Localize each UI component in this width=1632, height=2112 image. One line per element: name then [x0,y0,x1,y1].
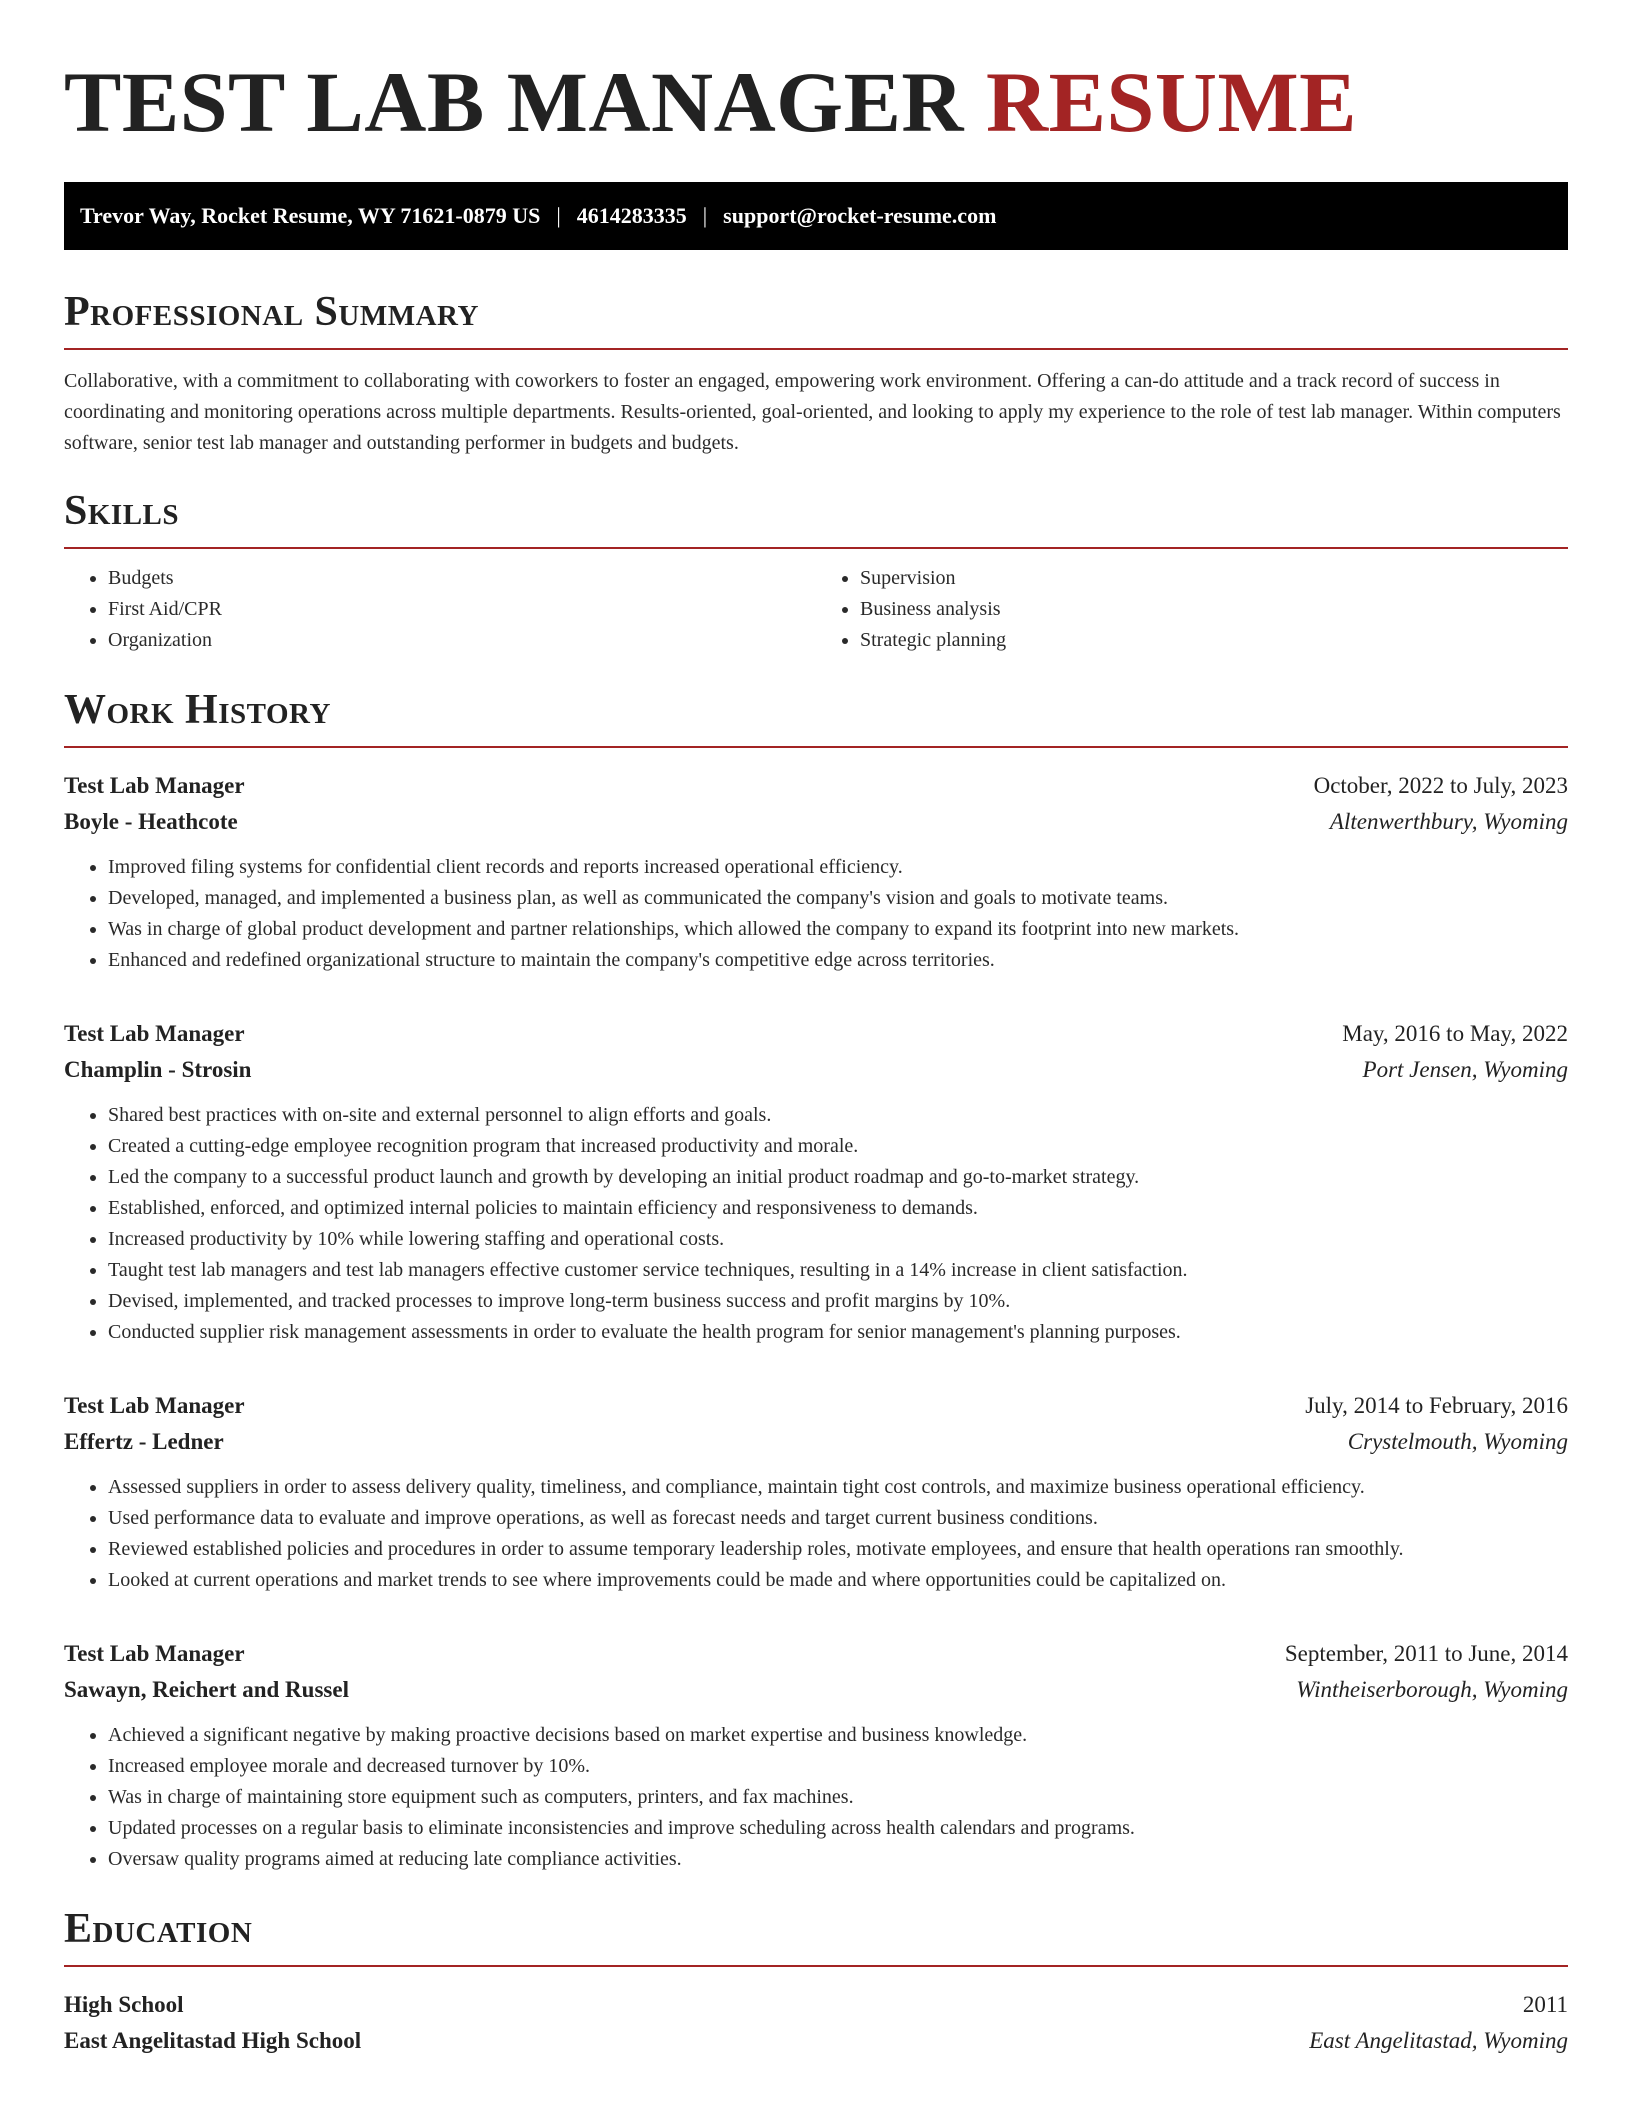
job-company-row [64,804,1568,840]
contact-email[interactable]: support@rocket-resume.com [723,203,997,228]
job-entry [64,1636,1568,1875]
job-location: Crystelmouth, Wyoming [1347,1429,1568,1454]
skill-item: • First Aid/CPR [108,594,816,625]
job-title: Test Lab Manager [64,1641,245,1666]
job-bullet: • Devised, implemented, and tracked processes to improve long-term business success and profit margins by 10%. [108,1286,1568,1317]
education-school: East Angelitastad High School [64,2028,362,2053]
job-bullet: • Used performance data to evaluate and improve operations, as well as forecast needs and target current business conditions. [108,1503,1568,1534]
summary-text: Collaborative, with a commitment to collaborating with coworkers to foster an engaged, empowering work environment. Offering a can-do attitude and a track record of success in coordinating and monitoring operations across multiple departments. Results-oriented, goal-oriented, and looking to apply my experience to the role of test lab manager. Within computers software, senior test lab manager and outstanding performer in budgets and budgets. [64,370,1561,454]
job-bullets [64,1720,1568,1875]
job-bullet: • Looked at current operations and market trends to see where improvements could be made and where opportunities could be capitalized on. [108,1565,1568,1596]
skill-item: • Business analysis [860,594,1568,625]
job-bullet: • Reviewed established policies and procedures in order to assume temporary leadership roles, motivate employees, and ensure that health operations ran smoothly. [108,1534,1568,1565]
education-heading: Education [64,1906,253,1952]
job-entry [64,1388,1568,1596]
job-header-row [64,768,1568,804]
work-history-section [64,684,1568,1875]
job-entry [64,768,1568,976]
skills-list-left [64,563,816,656]
contact-phone: 4614283335 [576,203,687,228]
job-bullet: • Enhanced and redefined organizational structure to maintain the company's competitive edge across territories. [108,945,1568,976]
job-company: Sawayn, Reichert and Russel [64,1677,349,1702]
job-bullet: • Was in charge of maintaining store equipment such as computers, printers, and fax machines. [108,1782,1568,1813]
job-bullet: • Established, enforced, and optimized internal policies to maintain efficiency and responsiveness to demands. [108,1193,1568,1224]
job-bullet: • Assessed suppliers in order to assess delivery quality, timeliness, and compliance, maintain tight cost controls, and maximize business operational efficiency. [108,1472,1568,1503]
education-year: 2011 [1522,1992,1568,2017]
contact-address: Trevor Way, Rocket Resume, WY 71621-0879 US [80,203,541,228]
job-company-row [64,1672,1568,1708]
section-divider [64,348,1568,350]
job-header-row [64,1016,1568,1052]
job-title: Test Lab Manager [64,1021,245,1046]
job-bullet: • Achieved a significant negative by making proactive decisions based on market expertise and business knowledge. [108,1720,1568,1751]
section-divider [64,746,1568,748]
skill-item: • Strategic planning [860,625,1568,656]
education-section [64,1903,1568,2059]
job-company: Champlin - Strosin [64,1057,252,1082]
skills-heading: Skills [64,488,180,534]
education-school-row [64,2023,1568,2059]
job-bullet: • Led the company to a successful product launch and growth by developing an initial product roadmap and go-to-market strategy. [108,1162,1568,1193]
skill-item: • Budgets [108,563,816,594]
job-bullet: • Increased productivity by 10% while lowering staffing and operational costs. [108,1224,1568,1255]
job-bullet: • Conducted supplier risk management assessments in order to evaluate the health program for senior management's planning purposes. [108,1317,1568,1348]
job-company: Boyle - Heathcote [64,809,238,834]
job-company-row [64,1424,1568,1460]
education-entry [64,1987,1568,2059]
education-degree-row [64,1987,1568,2023]
job-dates: September, 2011 to June, 2014 [1284,1641,1568,1666]
job-dates: July, 2014 to February, 2016 [1305,1393,1568,1418]
job-location: Wintheiserborough, Wyoming [1296,1677,1568,1702]
job-header-row [64,1388,1568,1424]
skills-grid [64,563,1568,656]
section-divider [64,1965,1568,1967]
summary-section [64,286,1568,459]
job-location: Port Jensen, Wyoming [1362,1057,1568,1082]
skill-item: • Organization [108,625,816,656]
education-degree: High School [64,1992,184,2017]
summary-heading: Professional Summary [64,289,479,335]
job-bullet: • Developed, managed, and implemented a business plan, as well as communicated the company's vision and goals to motivate teams. [108,883,1568,914]
job-dates: October, 2022 to July, 2023 [1313,773,1568,798]
skill-item: • Supervision [860,563,1568,594]
skills-section [64,485,1568,656]
work-history-heading: Work History [64,687,331,733]
section-divider [64,547,1568,549]
resume-title [64,52,1568,152]
contact-separator: | [702,203,708,228]
skills-list-right [816,563,1568,656]
education-location: East Angelitastad, Wyoming [1309,2028,1568,2053]
contact-separator: | [556,203,561,228]
contact-bar [64,182,1568,250]
job-bullet: • Improved filing systems for confidential client records and reports increased operational efficiency. [108,852,1568,883]
job-bullet: • Updated processes on a regular basis to eliminate inconsistencies and improve scheduling across health calendars and programs. [108,1813,1568,1844]
job-bullet: • Shared best practices with on-site and external personnel to align efforts and goals. [108,1100,1568,1131]
title-accent: RESUME [986,54,1357,150]
job-dates: May, 2016 to May, 2022 [1342,1021,1568,1046]
job-bullets [64,1472,1568,1596]
job-bullet: • Created a cutting-edge employee recognition program that increased productivity and morale. [108,1131,1568,1162]
job-entry [64,1016,1568,1348]
job-bullet: • Taught test lab managers and test lab managers effective customer service techniques, resulting in a 14% increase in client satisfaction. [108,1255,1568,1286]
job-company: Effertz - Ledner [64,1429,224,1454]
job-title: Test Lab Manager [64,773,245,798]
job-header-row [64,1636,1568,1672]
job-title: Test Lab Manager [64,1393,245,1418]
job-bullet: • Oversaw quality programs aimed at reducing late compliance activities. [108,1844,1568,1875]
job-bullets [64,852,1568,976]
job-bullet: • Was in charge of global product development and partner relationships, which allowed the company to expand its footprint into new markets. [108,914,1568,945]
job-bullets [64,1100,1568,1348]
job-bullet: • Increased employee morale and decreased turnover by 10%. [108,1751,1568,1782]
job-location: Altenwerthbury, Wyoming [1329,809,1568,834]
title-main: TEST LAB MANAGER [64,54,965,150]
job-company-row [64,1052,1568,1088]
